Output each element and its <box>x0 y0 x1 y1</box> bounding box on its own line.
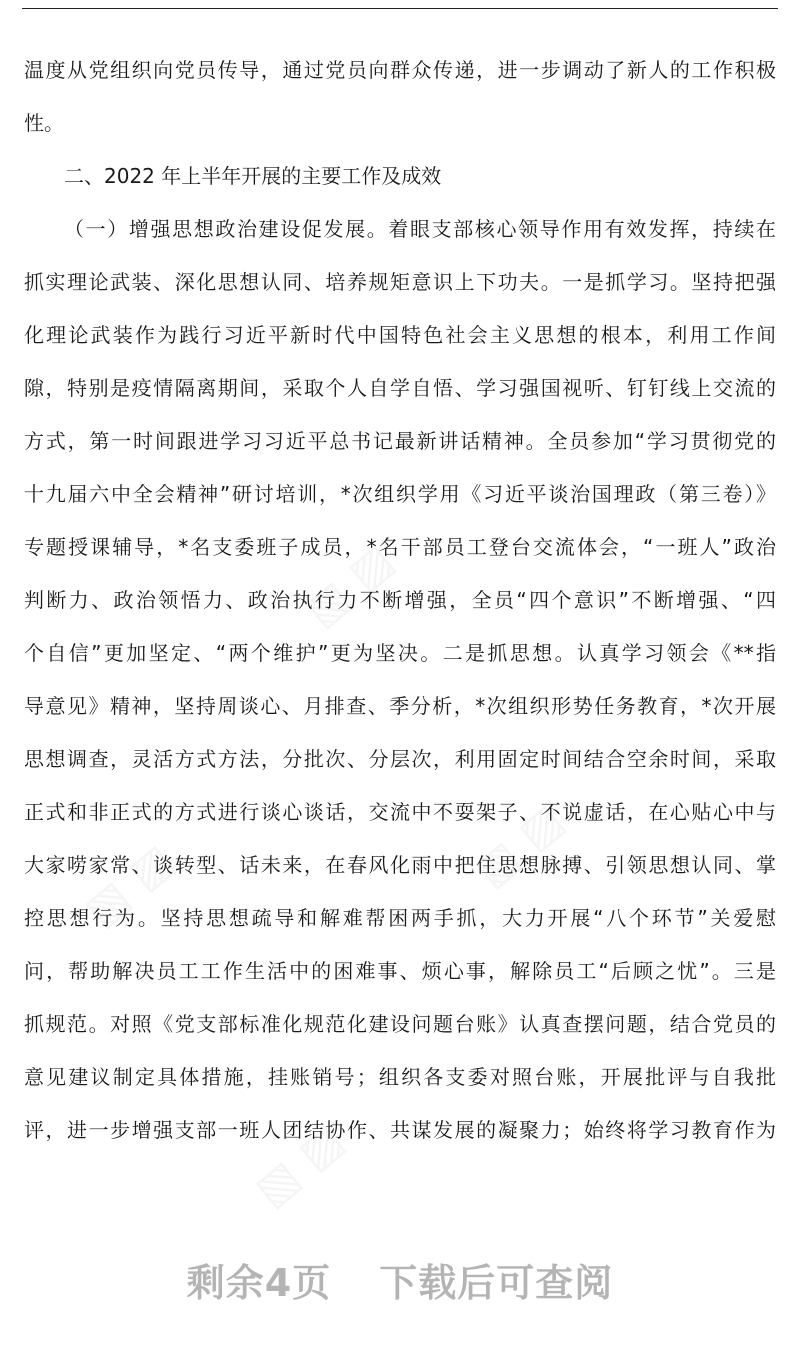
watermark: ▧ ▨ <box>245 1114 354 1217</box>
watermark: ▧ ▨ <box>465 794 574 897</box>
paragraph-line: 导意见》精神，坚持周谈心、月排查、季分析，*次组织形势任务教育，*次开展 <box>24 694 776 718</box>
paragraph-line: 化理论武装作为践行习近平新时代中国特色社会主义思想的根本，利用工作间 <box>24 323 776 347</box>
paragraph-line: 方式，第一时间跟进学习习近平总书记最新讲话精神。全员参加“学习贯彻党的 <box>24 429 776 453</box>
paragraph-line: 大家唠家常、谈转型、话未来，在春风化雨中把住思想脉搏、引领思想认同、掌 <box>24 853 776 877</box>
paragraph-line: 控思想行为。坚持思想疏导和解难帮困两手抓，大力开展“八个环节”关爱慰 <box>24 906 776 930</box>
paragraph-line: 思想调查，灵活方式方法，分批次、分层次，利用固定时间结合空余时间，采取 <box>24 747 776 771</box>
header-rule <box>22 8 778 9</box>
remaining-pages-label[interactable]: 剩余4页 <box>186 1261 332 1305</box>
watermark: ▧ ▨ <box>75 834 184 937</box>
paragraph-line: 性。 <box>24 111 64 135</box>
paragraph-line: 正式和非正式的方式进行谈心谈话，交流中不耍架子、不说虚话，在心贴心中与 <box>24 800 776 824</box>
paragraph-line: 判断力、政治领悟力、政治执行力不断增强，全员“四个意识”不断增强、“四 <box>24 588 776 612</box>
paragraph-line: 十九届六中全会精神”研讨培训，*次组织学用《习近平谈治国理政（第三卷）》 <box>24 482 776 506</box>
download-hint-label[interactable]: 下载后可查阅 <box>379 1261 614 1305</box>
paragraph-line: 评，进一步增强支部一班人团结协作、共谋发展的凝聚力；始终将学习教育作为 <box>24 1118 776 1142</box>
paragraph-line: 抓规范。对照《党支部标准化规范化建设问题台账》认真查摆问题，结合党员的 <box>24 1012 776 1036</box>
document-body <box>24 44 776 1157</box>
download-banner[interactable] <box>0 1252 800 1307</box>
paragraph-line: 意见建议制定具体措施，挂账销号；组织各支委对照台账，开展批评与自我批 <box>24 1065 776 1089</box>
section-heading: 二、2022 年上半年开展的主要工作及成效 <box>64 164 442 188</box>
watermark: ▧ ▨ <box>295 534 404 637</box>
paragraph-line: 抓实理论武装、深化思想认同、培养规矩意识上下功夫。一是抓学习。坚持把强 <box>24 270 776 294</box>
paragraph-line: 专题授课辅导，*名支委班子成员，*名干部员工登台交流体会，“一班人”政治 <box>24 535 776 559</box>
paragraph-line: 隙，特别是疫情隔离期间，采取个人自学自悟、学习强国视听、钉钉线上交流的 <box>24 376 776 400</box>
paragraph-line: （一）增强思想政治建设促发展。着眼支部核心领导作用有效发挥，持续在 <box>64 217 776 241</box>
paragraph-line: 问，帮助解决员工工作生活中的困难事、烦心事，解除员工“后顾之忧”。三是 <box>24 959 776 983</box>
paragraph-line: 温度从党组织向党员传导，通过党员向群众传递，进一步调动了新人的工作积极 <box>24 58 776 82</box>
paragraph-line: 个自信”更加坚定、“两个维护”更为坚决。二是抓思想。认真学习领会《**指 <box>24 641 776 665</box>
